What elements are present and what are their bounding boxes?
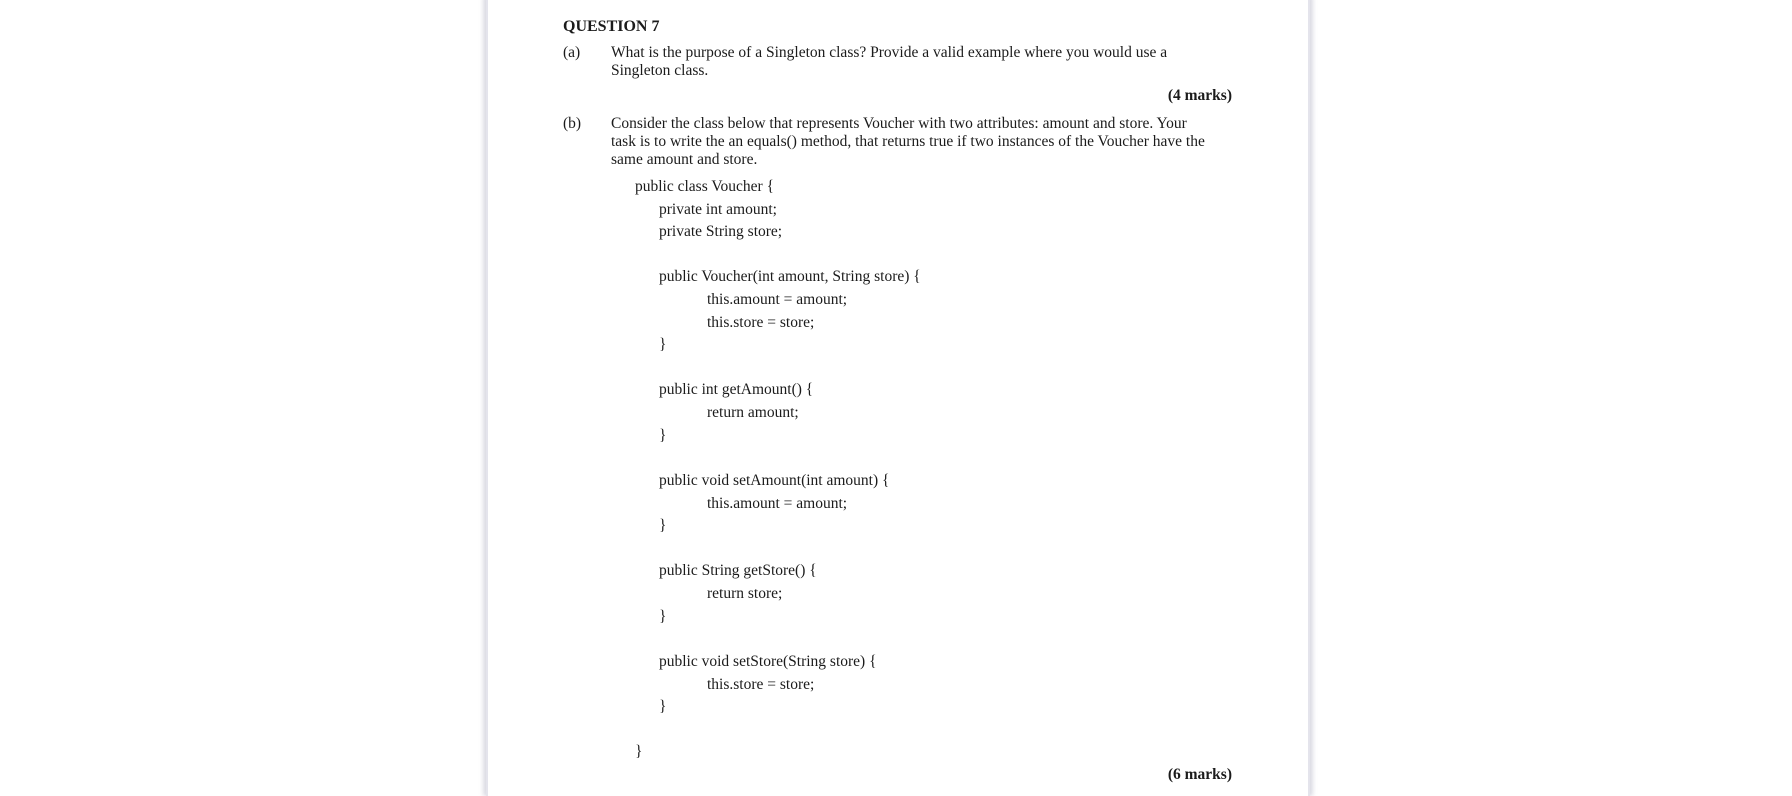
code-line-field-store: private String store; — [659, 223, 783, 240]
code-line-get-store-close: } — [659, 608, 667, 625]
part-b-line-2: task is to write the an equals() method, that returns true if two instances of the Voucher have the — [611, 133, 1205, 150]
code-line-get-amount: public int getAmount() { — [659, 381, 814, 398]
code-line-set-amount-body: this.amount = amount; — [707, 495, 848, 512]
code-line-return-amount: return amount; — [707, 404, 799, 421]
exam-page — [486, 0, 1310, 796]
code-line-get-store: public String getStore() { — [659, 562, 817, 579]
part-b-label: (b) — [563, 115, 582, 132]
part-a-marks: (4 marks) — [1167, 87, 1232, 104]
question-title: QUESTION 7 — [563, 18, 660, 35]
part-a-label: (a) — [563, 44, 581, 61]
code-line-set-amount: public void setAmount(int amount) { — [659, 472, 890, 489]
code-line-ctor-amount: this.amount = amount; — [707, 291, 848, 308]
code-line-constructor: public Voucher(int amount, String store) { — [659, 268, 921, 285]
code-line-ctor-close: } — [659, 336, 667, 353]
code-line-ctor-store: this.store = store; — [707, 314, 815, 331]
code-line-set-store-body: this.store = store; — [707, 676, 815, 693]
code-line-get-amount-close: } — [659, 427, 667, 444]
part-a-line-1: What is the purpose of a Singleton class? Provide a valid example where you would use a — [611, 44, 1168, 61]
code-line-set-store-close: } — [659, 698, 667, 715]
code-line-class-decl: public class Voucher { — [635, 178, 775, 195]
code-line-set-amount-close: } — [659, 517, 667, 534]
part-b-line-3: same amount and store. — [611, 151, 758, 168]
code-line-return-store: return store; — [707, 585, 783, 602]
code-line-set-store: public void setStore(String store) { — [659, 653, 877, 670]
part-a-line-2: Singleton class. — [611, 62, 709, 79]
code-line-class-close: } — [635, 743, 643, 760]
code-line-field-amount: private int amount; — [659, 201, 777, 218]
part-b-line-1: Consider the class below that represents Voucher with two attributes: amount and store. Your — [611, 115, 1187, 132]
part-b-marks: (6 marks) — [1167, 766, 1232, 783]
